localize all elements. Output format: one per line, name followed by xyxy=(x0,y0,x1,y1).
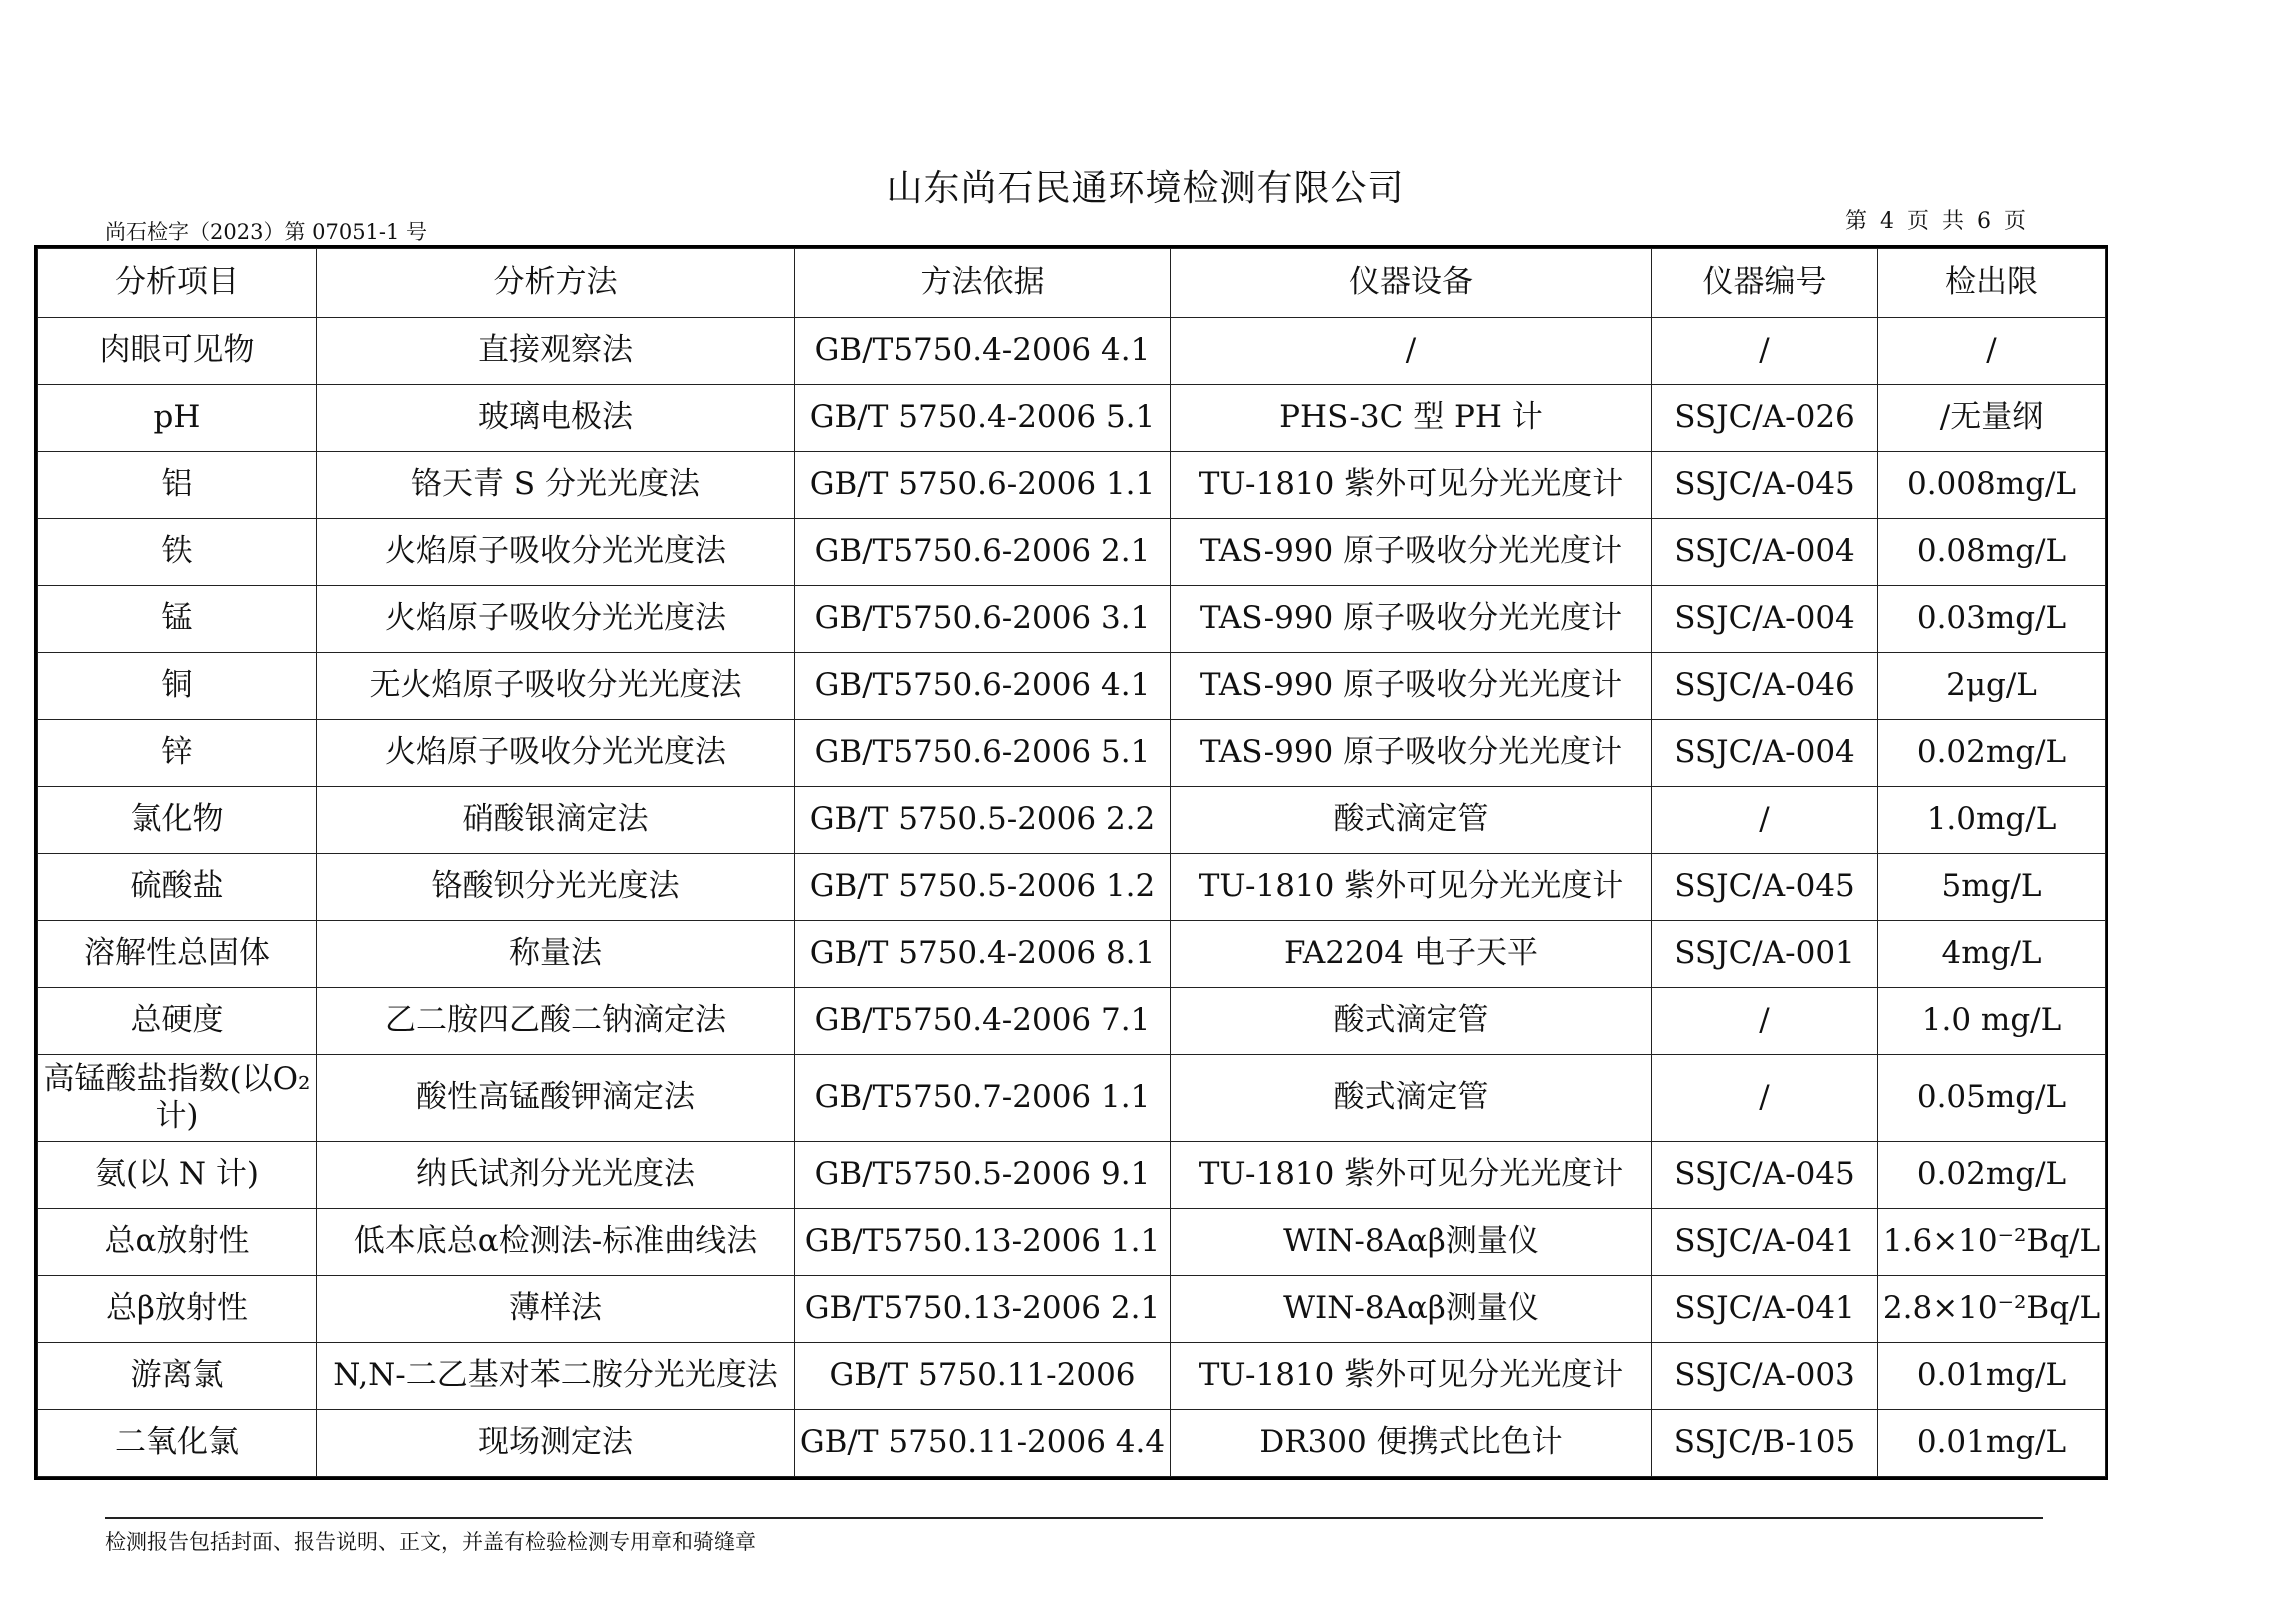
cell-instrument-no: SSJC/A-004 xyxy=(1652,519,1878,586)
cell-basis: GB/T5750.6-2006 5.1 xyxy=(795,720,1171,787)
cell-method: 酸性高锰酸钾滴定法 xyxy=(317,1055,795,1142)
cell-detection-limit: 4mg/L xyxy=(1878,921,2106,988)
cell-instrument-no: SSJC/A-045 xyxy=(1652,1142,1878,1209)
cell-detection-limit: / xyxy=(1878,318,2106,385)
table-row xyxy=(38,452,2106,519)
cell-instrument-no: SSJC/A-046 xyxy=(1652,653,1878,720)
cell-basis: GB/T5750.13-2006 1.1 xyxy=(795,1209,1171,1276)
cell-instrument: WIN-8Aαβ测量仪 xyxy=(1171,1276,1652,1343)
table-row xyxy=(38,1410,2106,1477)
table-row xyxy=(38,318,2106,385)
cell-detection-limit: 0.01mg/L xyxy=(1878,1410,2106,1477)
col-header-instrument: 仪器设备 xyxy=(1171,249,1652,318)
cell-instrument-no: SSJC/A-004 xyxy=(1652,586,1878,653)
cell-instrument-no: SSJC/A-041 xyxy=(1652,1276,1878,1343)
cell-instrument-no: SSJC/A-045 xyxy=(1652,452,1878,519)
cell-item: 铁 xyxy=(38,519,317,586)
cell-item: 锌 xyxy=(38,720,317,787)
cell-basis: GB/T 5750.11-2006 xyxy=(795,1343,1171,1410)
cell-instrument: 酸式滴定管 xyxy=(1171,988,1652,1055)
cell-detection-limit: 0.01mg/L xyxy=(1878,1343,2106,1410)
cell-instrument: / xyxy=(1171,318,1652,385)
cell-instrument-no: SSJC/B-105 xyxy=(1652,1410,1878,1477)
col-header-basis: 方法依据 xyxy=(795,249,1171,318)
cell-method: 火焰原子吸收分光光度法 xyxy=(317,586,795,653)
cell-item: 溶解性总固体 xyxy=(38,921,317,988)
cell-detection-limit: 2.8×10⁻²Bq/L xyxy=(1878,1276,2106,1343)
cell-basis: GB/T 5750.11-2006 4.4 xyxy=(795,1410,1171,1477)
cell-method: 无火焰原子吸收分光光度法 xyxy=(317,653,795,720)
table-row xyxy=(38,921,2106,988)
table-row xyxy=(38,854,2106,921)
cell-detection-limit: 5mg/L xyxy=(1878,854,2106,921)
page-number: 第 4 页 共 6 页 xyxy=(1845,209,2029,234)
cell-detection-limit: 0.03mg/L xyxy=(1878,586,2106,653)
cell-instrument: TAS-990 原子吸收分光光度计 xyxy=(1171,519,1652,586)
cell-item: 游离氯 xyxy=(38,1343,317,1410)
table-row xyxy=(38,1142,2106,1209)
cell-item: 锰 xyxy=(38,586,317,653)
cell-instrument: FA2204 电子天平 xyxy=(1171,921,1652,988)
table-row xyxy=(38,1055,2106,1142)
table-row xyxy=(38,385,2106,452)
cell-basis: GB/T 5750.4-2006 5.1 xyxy=(795,385,1171,452)
cell-instrument: TAS-990 原子吸收分光光度计 xyxy=(1171,653,1652,720)
cell-method: 火焰原子吸收分光光度法 xyxy=(317,519,795,586)
table-header-row xyxy=(38,249,2106,318)
cell-method: 铬天青 S 分光光度法 xyxy=(317,452,795,519)
cell-item: 二氧化氯 xyxy=(38,1410,317,1477)
cell-method: 现场测定法 xyxy=(317,1410,795,1477)
cell-item: 铝 xyxy=(38,452,317,519)
cell-basis: GB/T5750.4-2006 7.1 xyxy=(795,988,1171,1055)
table-row xyxy=(38,653,2106,720)
cell-item: 氯化物 xyxy=(38,787,317,854)
cell-instrument: WIN-8Aαβ测量仪 xyxy=(1171,1209,1652,1276)
cell-basis: GB/T5750.6-2006 3.1 xyxy=(795,586,1171,653)
cell-basis: GB/T5750.7-2006 1.1 xyxy=(795,1055,1171,1142)
cell-instrument: TU-1810 紫外可见分光光度计 xyxy=(1171,1343,1652,1410)
table-row xyxy=(38,988,2106,1055)
col-header-method: 分析方法 xyxy=(317,249,795,318)
cell-item: 氨(以 N 计) xyxy=(38,1142,317,1209)
cell-basis: GB/T5750.13-2006 2.1 xyxy=(795,1276,1171,1343)
table-row xyxy=(38,1209,2106,1276)
cell-method: N,N-二乙基对苯二胺分光光度法 xyxy=(317,1343,795,1410)
analysis-table xyxy=(37,248,2106,1477)
cell-instrument: TU-1810 紫外可见分光光度计 xyxy=(1171,1142,1652,1209)
cell-item: 总硬度 xyxy=(38,988,317,1055)
cell-instrument-no: / xyxy=(1652,988,1878,1055)
cell-detection-limit: 0.08mg/L xyxy=(1878,519,2106,586)
cell-detection-limit: 1.0mg/L xyxy=(1878,787,2106,854)
cell-method: 低本底总α检测法-标准曲线法 xyxy=(317,1209,795,1276)
cell-item: pH xyxy=(38,385,317,452)
cell-basis: GB/T 5750.6-2006 1.1 xyxy=(795,452,1171,519)
cell-detection-limit: 0.05mg/L xyxy=(1878,1055,2106,1142)
footer-rule xyxy=(105,1517,2043,1519)
cell-instrument-no: / xyxy=(1652,787,1878,854)
cell-instrument: 酸式滴定管 xyxy=(1171,787,1652,854)
cell-instrument: 酸式滴定管 xyxy=(1171,1055,1652,1142)
cell-instrument-no: SSJC/A-003 xyxy=(1652,1343,1878,1410)
cell-instrument-no: SSJC/A-045 xyxy=(1652,854,1878,921)
cell-instrument: DR300 便携式比色计 xyxy=(1171,1410,1652,1477)
cell-item: 硫酸盐 xyxy=(38,854,317,921)
cell-instrument-no: SSJC/A-001 xyxy=(1652,921,1878,988)
cell-method: 玻璃电极法 xyxy=(317,385,795,452)
col-header-instrument-no: 仪器编号 xyxy=(1652,249,1878,318)
footer-note: 检测报告包括封面、报告说明、正文，并盖有检验检测专用章和骑缝章 xyxy=(105,1530,756,1554)
cell-instrument-no: SSJC/A-026 xyxy=(1652,385,1878,452)
cell-basis: GB/T5750.6-2006 2.1 xyxy=(795,519,1171,586)
cell-instrument-no: SSJC/A-004 xyxy=(1652,720,1878,787)
cell-instrument-no: / xyxy=(1652,318,1878,385)
cell-instrument: TU-1810 紫外可见分光光度计 xyxy=(1171,854,1652,921)
analysis-table-frame xyxy=(34,245,2108,1480)
cell-detection-limit: 0.008mg/L xyxy=(1878,452,2106,519)
cell-basis: GB/T 5750.5-2006 2.2 xyxy=(795,787,1171,854)
cell-method: 火焰原子吸收分光光度法 xyxy=(317,720,795,787)
cell-detection-limit: 2μg/L xyxy=(1878,653,2106,720)
col-header-item: 分析项目 xyxy=(38,249,317,318)
cell-basis: GB/T 5750.4-2006 8.1 xyxy=(795,921,1171,988)
cell-basis: GB/T5750.6-2006 4.1 xyxy=(795,653,1171,720)
cell-instrument: TU-1810 紫外可见分光光度计 xyxy=(1171,452,1652,519)
cell-item: 铜 xyxy=(38,653,317,720)
cell-instrument: TAS-990 原子吸收分光光度计 xyxy=(1171,586,1652,653)
cell-item: 高锰酸盐指数(以O₂计) xyxy=(38,1055,317,1142)
table-row xyxy=(38,720,2106,787)
cell-detection-limit: 0.02mg/L xyxy=(1878,1142,2106,1209)
company-name: 山东尚石民通环境检测有限公司 xyxy=(886,168,1405,209)
cell-method: 直接观察法 xyxy=(317,318,795,385)
cell-detection-limit: 1.0 mg/L xyxy=(1878,988,2106,1055)
cell-method: 纳氏试剂分光光度法 xyxy=(317,1142,795,1209)
table-row xyxy=(38,787,2106,854)
report-number: 尚石检字（2023）第 07051-1 号 xyxy=(105,220,428,244)
cell-item: 总α放射性 xyxy=(38,1209,317,1276)
cell-basis: GB/T 5750.5-2006 1.2 xyxy=(795,854,1171,921)
cell-instrument-no: SSJC/A-041 xyxy=(1652,1209,1878,1276)
table-row xyxy=(38,1343,2106,1410)
cell-basis: GB/T5750.5-2006 9.1 xyxy=(795,1142,1171,1209)
cell-method: 薄样法 xyxy=(317,1276,795,1343)
table-row xyxy=(38,519,2106,586)
cell-method: 乙二胺四乙酸二钠滴定法 xyxy=(317,988,795,1055)
cell-instrument-no: / xyxy=(1652,1055,1878,1142)
cell-detection-limit: /无量纲 xyxy=(1878,385,2106,452)
col-header-detection-limit: 检出限 xyxy=(1878,249,2106,318)
cell-item: 总β放射性 xyxy=(38,1276,317,1343)
table-row xyxy=(38,586,2106,653)
cell-detection-limit: 1.6×10⁻²Bq/L xyxy=(1878,1209,2106,1276)
table-row xyxy=(38,1276,2106,1343)
cell-instrument: PHS-3C 型 PH 计 xyxy=(1171,385,1652,452)
cell-method: 硝酸银滴定法 xyxy=(317,787,795,854)
cell-item: 肉眼可见物 xyxy=(38,318,317,385)
cell-instrument: TAS-990 原子吸收分光光度计 xyxy=(1171,720,1652,787)
cell-method: 称量法 xyxy=(317,921,795,988)
table-body xyxy=(38,318,2106,1477)
cell-method: 铬酸钡分光光度法 xyxy=(317,854,795,921)
cell-basis: GB/T5750.4-2006 4.1 xyxy=(795,318,1171,385)
cell-detection-limit: 0.02mg/L xyxy=(1878,720,2106,787)
